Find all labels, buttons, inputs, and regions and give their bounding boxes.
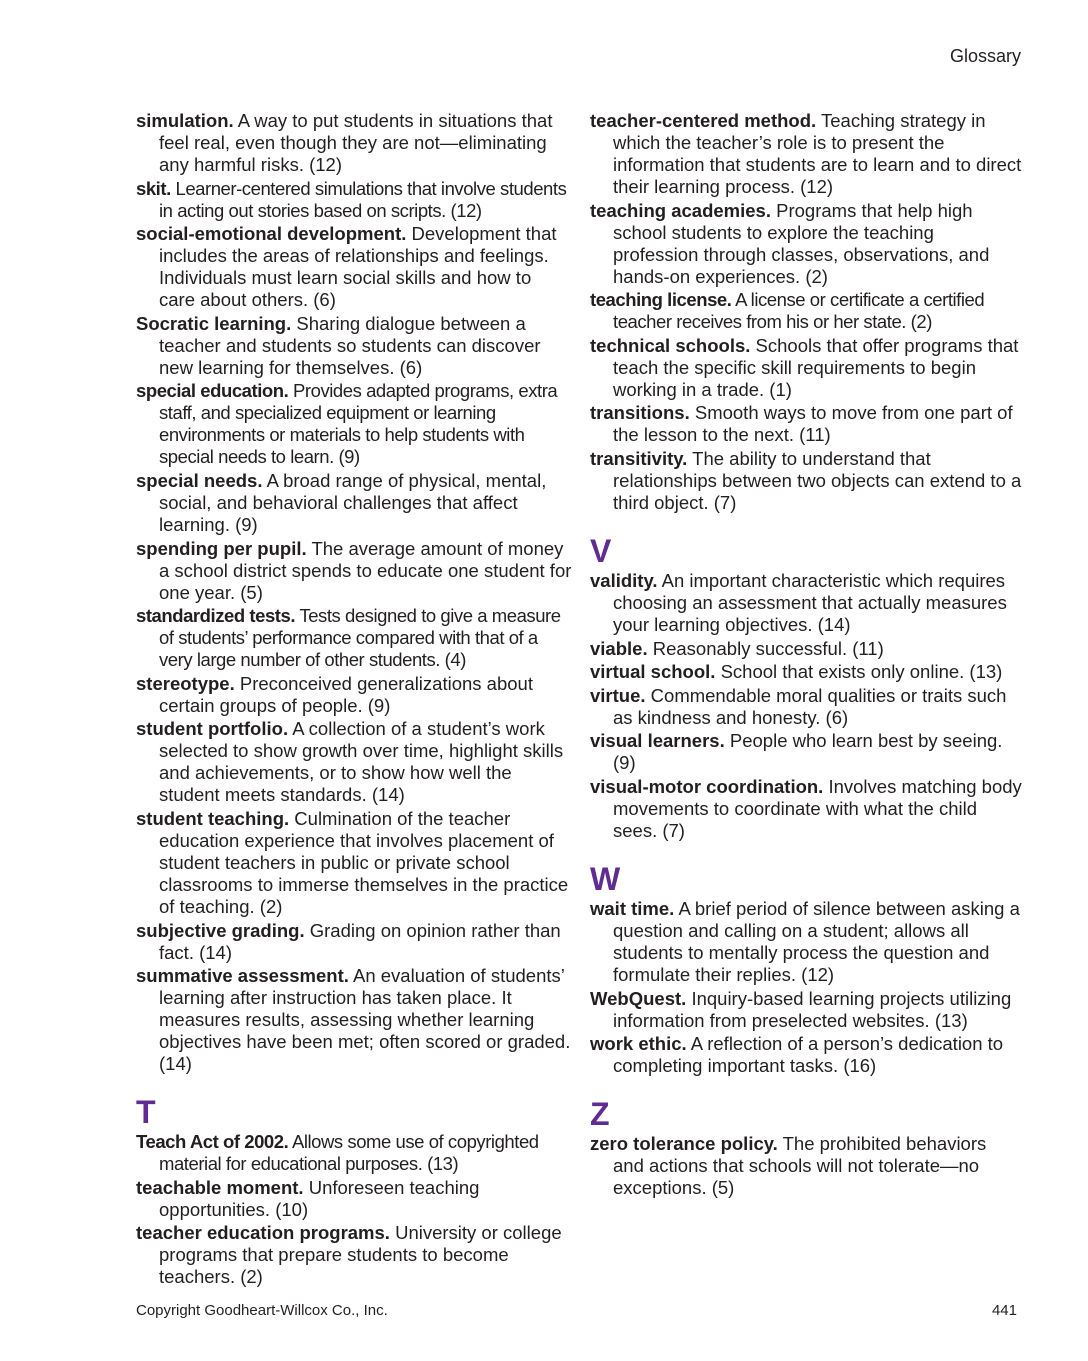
glossary-term: virtual school. xyxy=(590,661,716,683)
glossary-definition: A brief period of silence between asking a question and calling on a student; allows all students to mentally process the question and formulate their replies. (12) xyxy=(613,897,1020,985)
glossary-entry xyxy=(590,335,1022,401)
glossary-definition: A way to put students in situations that feel real, even though they are not—eliminating any harmful risks. (12) xyxy=(159,110,553,175)
glossary-term: validity. xyxy=(590,569,658,591)
glossary-definition: Schools that offer programs that teach the specific skill requirements to begin working in a trade. (1) xyxy=(613,334,1019,400)
glossary-term: standardized tests. xyxy=(136,605,296,627)
glossary-term: work ethic. xyxy=(590,1033,687,1055)
glossary-definition: School that exists only online. (13) xyxy=(720,661,1003,683)
glossary-definition: An important characteristic which requires choosing an assessment that actually measures your learning objectives. (14) xyxy=(613,569,1007,635)
glossary-entry xyxy=(136,1222,572,1288)
glossary-term: visual learners. xyxy=(590,730,725,752)
glossary-definition: Programs that help high school students to explore the teaching profession through classes, observations, and hands-on experiences. (2) xyxy=(613,199,990,287)
glossary-definition: Smooth ways to move from one part of the lesson to the next. (11) xyxy=(613,402,1013,446)
glossary-term: Socratic learning. xyxy=(136,312,292,334)
glossary-entry xyxy=(590,289,1022,333)
glossary-entry xyxy=(136,538,572,604)
glossary-entry xyxy=(590,685,1022,729)
letter-heading-z: Z xyxy=(590,1096,610,1133)
letter-heading-t: T xyxy=(136,1094,156,1131)
glossary-term: stereotype. xyxy=(136,672,235,694)
glossary-term: simulation. xyxy=(136,110,234,131)
glossary-term: wait time. xyxy=(590,897,675,919)
glossary-entry xyxy=(136,920,572,964)
glossary-term: teachable moment. xyxy=(136,1176,304,1198)
glossary-definition: Allows some use of copyrighted material for educational purposes. (13) xyxy=(159,1131,539,1175)
glossary-definition: Reasonably successful. (11) xyxy=(652,637,884,659)
letter-heading-v: V xyxy=(590,532,612,569)
glossary-definition: Development that includes the areas of relationships and feelings. Individuals must learn social skills and how to care about others. (6) xyxy=(159,223,557,311)
glossary-entry xyxy=(590,661,1022,683)
glossary-definition: Preconceived generalizations about certain groups of people. (9) xyxy=(159,672,533,716)
glossary-definition: Culmination of the teacher education experience that involves placement of student teachers in public or private school classrooms to immerse themselves in the practice of teaching. (2) xyxy=(159,807,569,917)
glossary-term: special education. xyxy=(136,380,289,402)
glossary-definition: An evaluation of students’ learning after instruction has taken place. It measures results, assessing whether learning objectives have been met; often scored or graded. (14) xyxy=(159,965,571,1075)
glossary-entry xyxy=(590,898,1022,986)
glossary-definition: The average amount of money a school district spends to educate one student for one year. (5) xyxy=(159,537,572,603)
glossary-entry xyxy=(590,448,1022,514)
glossary-entry xyxy=(136,1131,572,1175)
glossary-entry xyxy=(590,1033,1022,1077)
copyright-notice: Copyright Goodheart-Willcox Co., Inc. xyxy=(136,1302,388,1319)
glossary-definition: A reflection of a person’s dedication to completing important tasks. (16) xyxy=(613,1033,1004,1077)
glossary-term: Teach Act of 2002. xyxy=(136,1131,289,1153)
glossary-entry xyxy=(136,313,572,379)
glossary-term: zero tolerance policy. xyxy=(590,1133,778,1155)
glossary-entry xyxy=(590,110,1022,198)
glossary-definition: Provides adapted programs, extra staff, and specialized equipment or learning environments or materials to help students with special needs to learn. (9) xyxy=(159,380,558,468)
glossary-term: WebQuest. xyxy=(590,987,687,1009)
glossary-column-left xyxy=(136,110,572,1290)
glossary-entry xyxy=(136,178,572,222)
glossary-definition: Inquiry-based learning projects utilizing information from preselected websites. (13) xyxy=(613,987,1012,1031)
glossary-term: summative assessment. xyxy=(136,965,349,987)
glossary-term: visual-motor coordination. xyxy=(590,775,824,797)
glossary-definition: Learner-centered simulations that involve students in acting out stories based on scripts. (12) xyxy=(159,177,567,221)
glossary-entry xyxy=(136,808,572,918)
glossary-entry xyxy=(136,673,572,717)
glossary-term: technical schools. xyxy=(590,334,751,356)
glossary-term: social-emotional development. xyxy=(136,223,407,245)
glossary-definition: Grading on opinion rather than fact. (14) xyxy=(159,919,561,963)
glossary-term: subjective grading. xyxy=(136,919,305,941)
glossary-definition: Unforeseen teaching opportunities. (10) xyxy=(159,1176,480,1220)
glossary-definition: The prohibited behaviors and actions that schools will not tolerate—no exceptions. (5) xyxy=(613,1133,987,1199)
glossary-entry xyxy=(590,730,1022,774)
glossary-definition: University or college programs that prepare students to become teachers. (2) xyxy=(159,1222,562,1288)
glossary-entry xyxy=(136,1177,572,1221)
letter-heading-w: W xyxy=(590,860,621,897)
glossary-entry xyxy=(590,776,1022,842)
glossary-entry xyxy=(590,570,1022,636)
glossary-definition: Tests designed to give a measure of students’ performance compared with that of a very large number of other students. (4) xyxy=(159,605,561,671)
glossary-entry xyxy=(590,402,1022,446)
glossary-entry xyxy=(136,965,572,1075)
glossary-entry xyxy=(590,200,1022,288)
glossary-term: teaching license. xyxy=(590,289,732,311)
glossary-term: transitions. xyxy=(590,402,690,424)
glossary-definition: Sharing dialogue between a teacher and students so students can discover new learning for themselves. (6) xyxy=(159,312,541,378)
glossary-term: virtue. xyxy=(590,684,646,706)
glossary-entry xyxy=(136,223,572,311)
glossary-entry xyxy=(136,470,572,536)
glossary-definition: People who learn best by seeing. (9) xyxy=(613,730,1003,774)
glossary-definition: The ability to understand that relationships between two objects can extend to a third object. (7) xyxy=(613,447,1022,513)
glossary-entry xyxy=(136,110,572,176)
glossary-column-right xyxy=(590,110,1022,1201)
glossary-definition: Commendable moral qualities or traits such as kindness and honesty. (6) xyxy=(613,684,1007,728)
glossary-entry xyxy=(136,605,572,671)
glossary-term: skit. xyxy=(136,177,171,199)
running-header: Glossary xyxy=(949,46,1021,66)
glossary-term: student portfolio. xyxy=(136,718,289,740)
glossary-definition: A broad range of physical, mental, social, and behavioral challenges that affect learning. (9) xyxy=(159,469,547,535)
page-number: 441 xyxy=(991,1302,1017,1319)
glossary-entry xyxy=(136,718,572,806)
glossary-entry xyxy=(136,380,572,468)
glossary-term: student teaching. xyxy=(136,807,290,829)
glossary-definition: Teaching strategy in which the teacher’s role is to present the information that students are to learn and to direct their learning process. (12) xyxy=(613,110,1022,197)
glossary-term: spending per pupil. xyxy=(136,537,307,559)
glossary-term: special needs. xyxy=(136,469,263,491)
glossary-term: teaching academies. xyxy=(590,199,771,221)
glossary-term: transitivity. xyxy=(590,447,688,469)
glossary-entry xyxy=(590,638,1022,660)
glossary-entry xyxy=(590,1133,1022,1199)
glossary-definition: A collection of a student’s work selected to show growth over time, highlight skills and achievements, or to show how well the student meets standards. (14) xyxy=(159,718,564,806)
glossary-entry xyxy=(590,988,1022,1032)
glossary-definition: Involves matching body movements to coordinate with what the child sees. (7) xyxy=(613,775,1022,841)
glossary-term: teacher education programs. xyxy=(136,1222,390,1244)
glossary-definition: A license or certificate a certified teacher receives from his or her state. (2) xyxy=(613,289,985,333)
glossary-term: teacher-centered method. xyxy=(590,110,817,131)
glossary-term: viable. xyxy=(590,637,648,659)
